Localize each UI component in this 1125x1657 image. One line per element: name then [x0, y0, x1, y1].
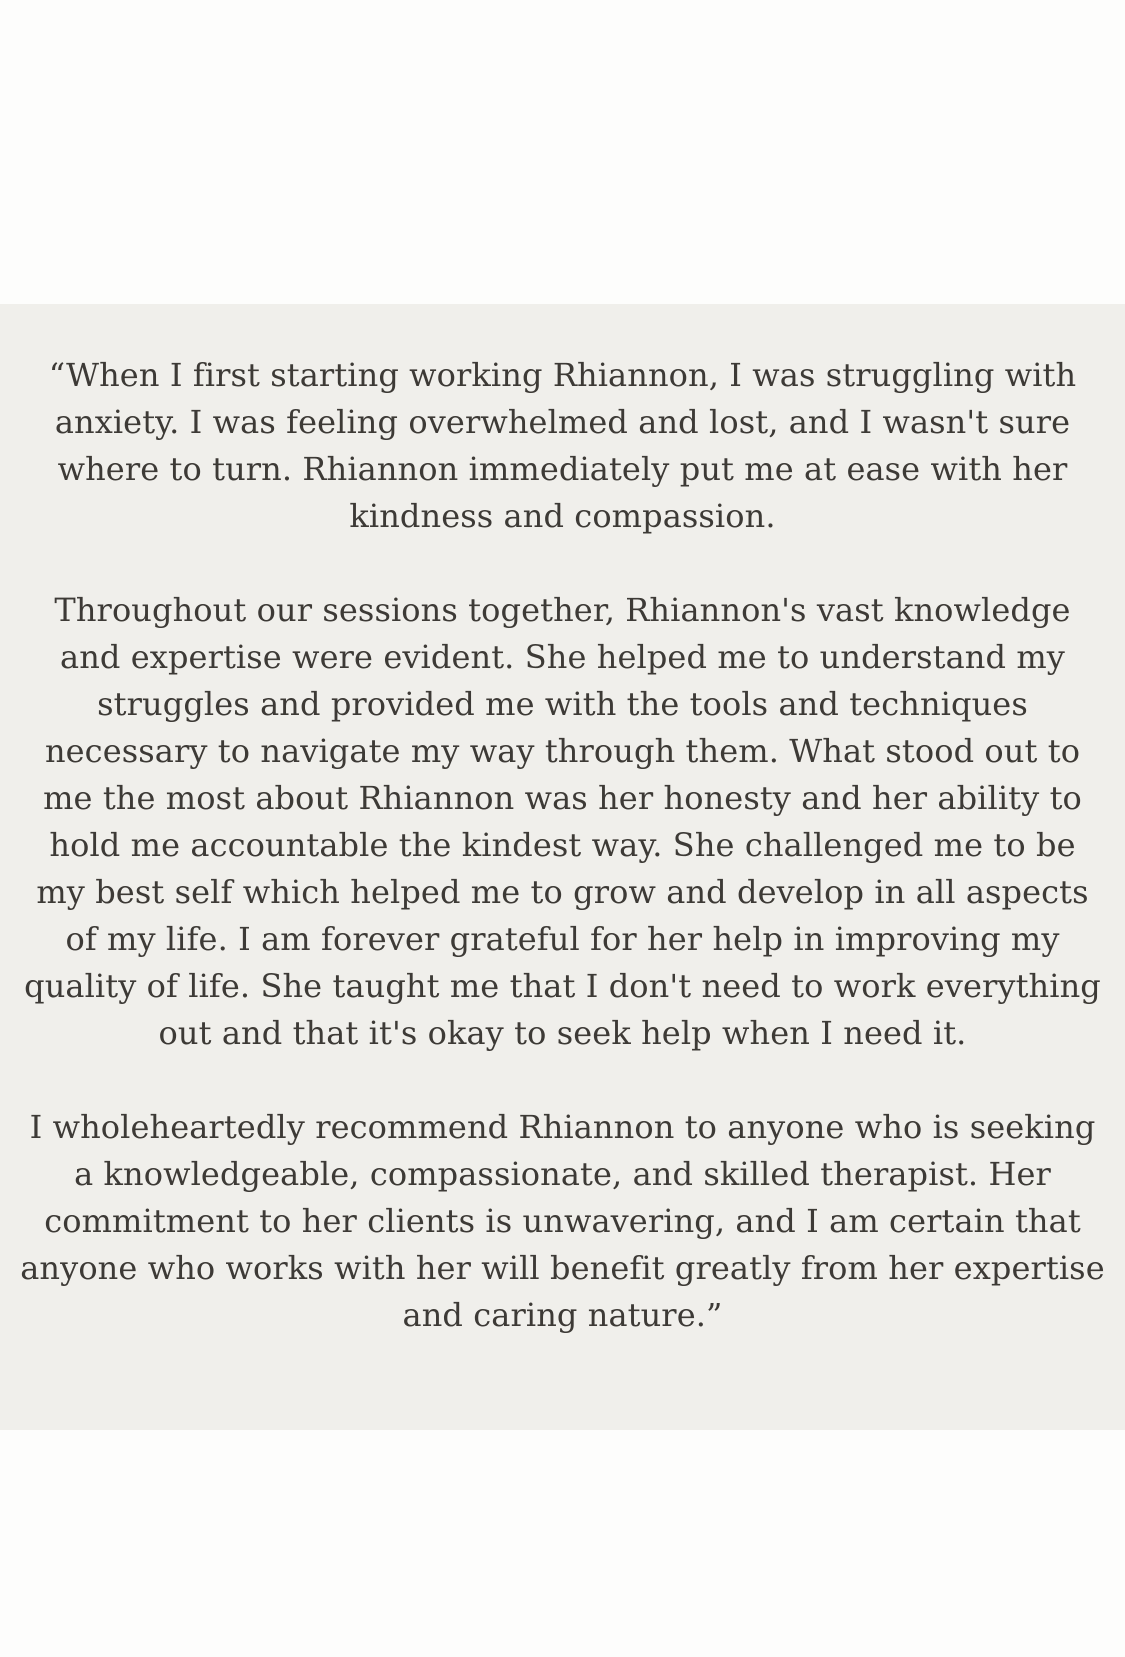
- testimonial-panel: [0, 304, 1125, 1430]
- testimonial-paragraph-2: Throughout our sessions together, Rhiannon's vast knowledge and expertise were evident. She helped me to understand my struggles and provided me with the tools and techniques necessary to navigate my way through them. What stood out to me the most about Rhiannon was her honesty and her ability to hold me accountable the kindest way. She challenged me to be my best self which helped me to grow and develop in all aspects of my life. I am forever grateful for her help in improving my quality of life. She taught me that I don't need to work everything out and that it's okay to seek help when I need it.: [24, 591, 1101, 1052]
- testimonial-paragraph-1: “When I first starting working Rhiannon, I was struggling with anxiety. I was feeling overwhelmed and lost, and I wasn't sure where to turn. Rhiannon immediately put me at ease with her kindness and compassion.: [48, 356, 1077, 535]
- testimonial-quote: [20, 352, 1105, 1339]
- testimonial-paragraph-3: I wholeheartedly recommend Rhiannon to anyone who is seeking a knowledgeable, compassionate, and skilled therapist. Her commitment to her clients is unwavering, and I am certain that anyone who works with her will benefit greatly from her expertise and caring nature.”: [20, 1108, 1105, 1334]
